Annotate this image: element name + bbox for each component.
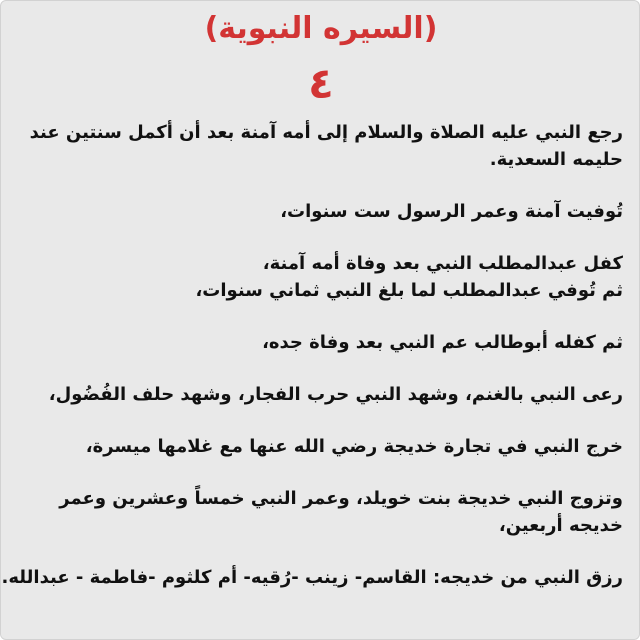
text-line: حليمه السعدية.	[489, 149, 623, 170]
body-text	[1, 119, 623, 616]
text-line: كفل عبدالمطلب النبي بعد وفاة أمه آمنة،	[262, 253, 623, 274]
text-paragraph	[19, 329, 623, 356]
text-line: رجع النبي عليه الصلاة والسلام إلى أمه آمنة بعد أن أكمل سنتين عند	[29, 122, 623, 143]
text-paragraph	[19, 433, 623, 460]
text-line: ثم تُوفي عبدالمطلب لما بلغ النبي ثماني سنوات،	[195, 280, 623, 301]
text-line: خديجه أربعين،	[498, 515, 623, 536]
text-line: تُوفيت آمنة وعمر الرسول ست سنوات،	[280, 201, 623, 222]
text-line: رعى النبي بالغنم، وشهد النبي حرب الفجار، وشهد حلف الفُضُول،	[48, 384, 623, 405]
part-number: ٤	[308, 59, 334, 108]
text-paragraph	[19, 198, 623, 225]
text-paragraph	[1, 564, 623, 591]
text-line: رزق النبي من خديجه: القاسم- زينب -رُقيه- أم كلثوم -فاطمة - عبدالله.	[1, 567, 623, 588]
text-line: خرج النبي في تجارة خديجة رضي الله عنها مع غلامها ميسرة،	[85, 436, 623, 457]
page-title: (السيره النبوية)	[204, 11, 438, 46]
text-paragraph	[19, 119, 623, 173]
text-line: ثم كفله أبوطالب عم النبي بعد وفاة جده،	[262, 332, 623, 353]
text-paragraph	[19, 381, 623, 408]
text-paragraph	[19, 250, 623, 304]
text-paragraph	[19, 485, 623, 539]
text-line: وتزوج النبي خديجة بنت خويلد، وعمر النبي خمساً وعشرين وعمر	[59, 488, 623, 509]
